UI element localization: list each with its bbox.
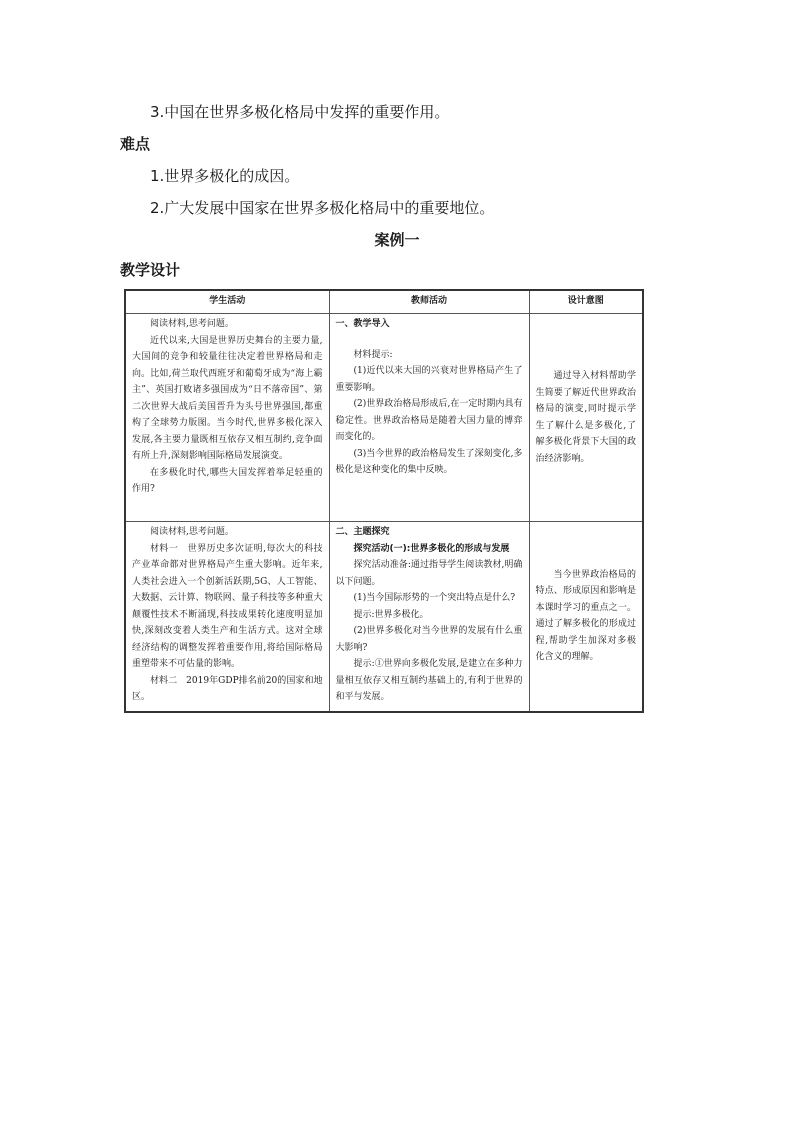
header-design-intent: 设计意图: [529, 290, 643, 314]
teacher-paragraph: 探究活动准备:通过指导学生阅读教材,明确以下问题。: [335, 560, 523, 587]
design-intent-text: 通过导入材料帮助学生简要了解近代世界政治格局的演变,同时提示学生了解什么是多极化,了解多极化背景下大国的政治经济影响。: [535, 371, 636, 464]
teaching-design-table: [124, 289, 644, 713]
student-paragraph: 阅读材料,思考问题。: [150, 319, 234, 329]
student-activity-cell: [125, 314, 329, 522]
teacher-section-heading: 一、教学导入: [335, 319, 390, 329]
key-point-3: 3.中国在世界多极化格局中发挥的重要作用。: [150, 103, 450, 121]
teacher-subheading: 探究活动(一):世界多极化的形成与发展: [353, 543, 510, 554]
teacher-paragraph: (1)当今国际形势的一个突出特点是什么?: [353, 593, 516, 603]
difficulty-heading: 难点: [120, 135, 151, 153]
design-intent-cell: [529, 522, 643, 712]
design-intent-text: 当今世界政治格局的特点、形成原因和影响是本课时学习的重点之一。通过了解多极化的形成过程,帮助学生加深对多极化含义的理解。: [535, 569, 636, 663]
difficulty-item: 2.广大发展中国家在世界多极化格局中的重要地位。: [150, 199, 495, 217]
teacher-paragraph: (1)近代以来大国的兴衰对世界格局产生了重要影响。: [335, 366, 523, 393]
student-paragraph: 阅读材料,思考问题。: [150, 527, 234, 537]
design-intent-cell: [529, 314, 643, 522]
teacher-section-heading: 二、主题探究: [335, 527, 390, 537]
teacher-paragraph: 提示:①世界向多极化发展,是建立在多种力量相互依存又相互制约基础上的,有利于世界的和平与发展。: [335, 659, 523, 702]
case-title: 案例一: [374, 231, 420, 249]
teacher-paragraph: 提示:世界多极化。: [353, 609, 429, 620]
student-paragraph: 材料二 2019年GDP排名前20的国家和地区。: [132, 675, 323, 702]
teacher-activity-cell: [329, 314, 529, 522]
difficulty-item: 1.世界多极化的成因。: [150, 167, 300, 185]
student-activity-cell: [125, 522, 329, 712]
student-paragraph: 在多极化时代,哪些大国发挥着举足轻重的作用?: [132, 467, 323, 494]
teacher-paragraph: 材料提示:: [353, 349, 393, 360]
teacher-paragraph: (3)当今世界的政治格局发生了深刻变化,多极化是这种变化的集中反映。: [335, 448, 523, 475]
student-paragraph: 近代以来,大国是世界历史舞台的主要力量,大国间的竞争和较量往往决定着世界格局和走向。比如,荷兰取代西班牙和葡萄牙成为“海上霸主”、英国打败诸多强国成为“日不落帝国”、第二次世界大战后美国晋升为头号世界强国,都重构了全球势力版图。当今时代,世界多极化深入发展,各主要力量既相互依存又相互制约,竞争面有所上升,深刻影响国际格局发展演变。: [132, 335, 323, 461]
teacher-paragraph: (2)世界政治格局形成后,在一定时期内具有稳定性。世界政治格局是随着大国力量的博弈而变化的。: [335, 399, 523, 442]
table-header-row: [125, 290, 643, 314]
teacher-activity-cell: [329, 522, 529, 712]
design-heading: 教学设计: [120, 261, 181, 279]
table-row: [125, 522, 643, 712]
student-paragraph: 材料一 世界历史多次证明,每次大的科技产业革命都对世界格局产生重大影响。近年来,人类社会进入一个创新活跃期,5G、人工智能、大数据、云计算、物联网、量子科技等多种重大颠覆性技术不断涌现,科技成果转化速度明显加快,深刻改变着人类生产和生活方式。这对全球经济结构的调整发挥着重要作用,将给国际格局重塑带来不可估量的影响。: [132, 543, 323, 669]
teacher-paragraph: (2)世界多极化对当今世界的发展有什么重大影响?: [335, 626, 523, 653]
header-student-activity: 学生活动: [125, 290, 329, 314]
table-row: [125, 314, 643, 522]
header-teacher-activity: 教师活动: [329, 290, 529, 314]
